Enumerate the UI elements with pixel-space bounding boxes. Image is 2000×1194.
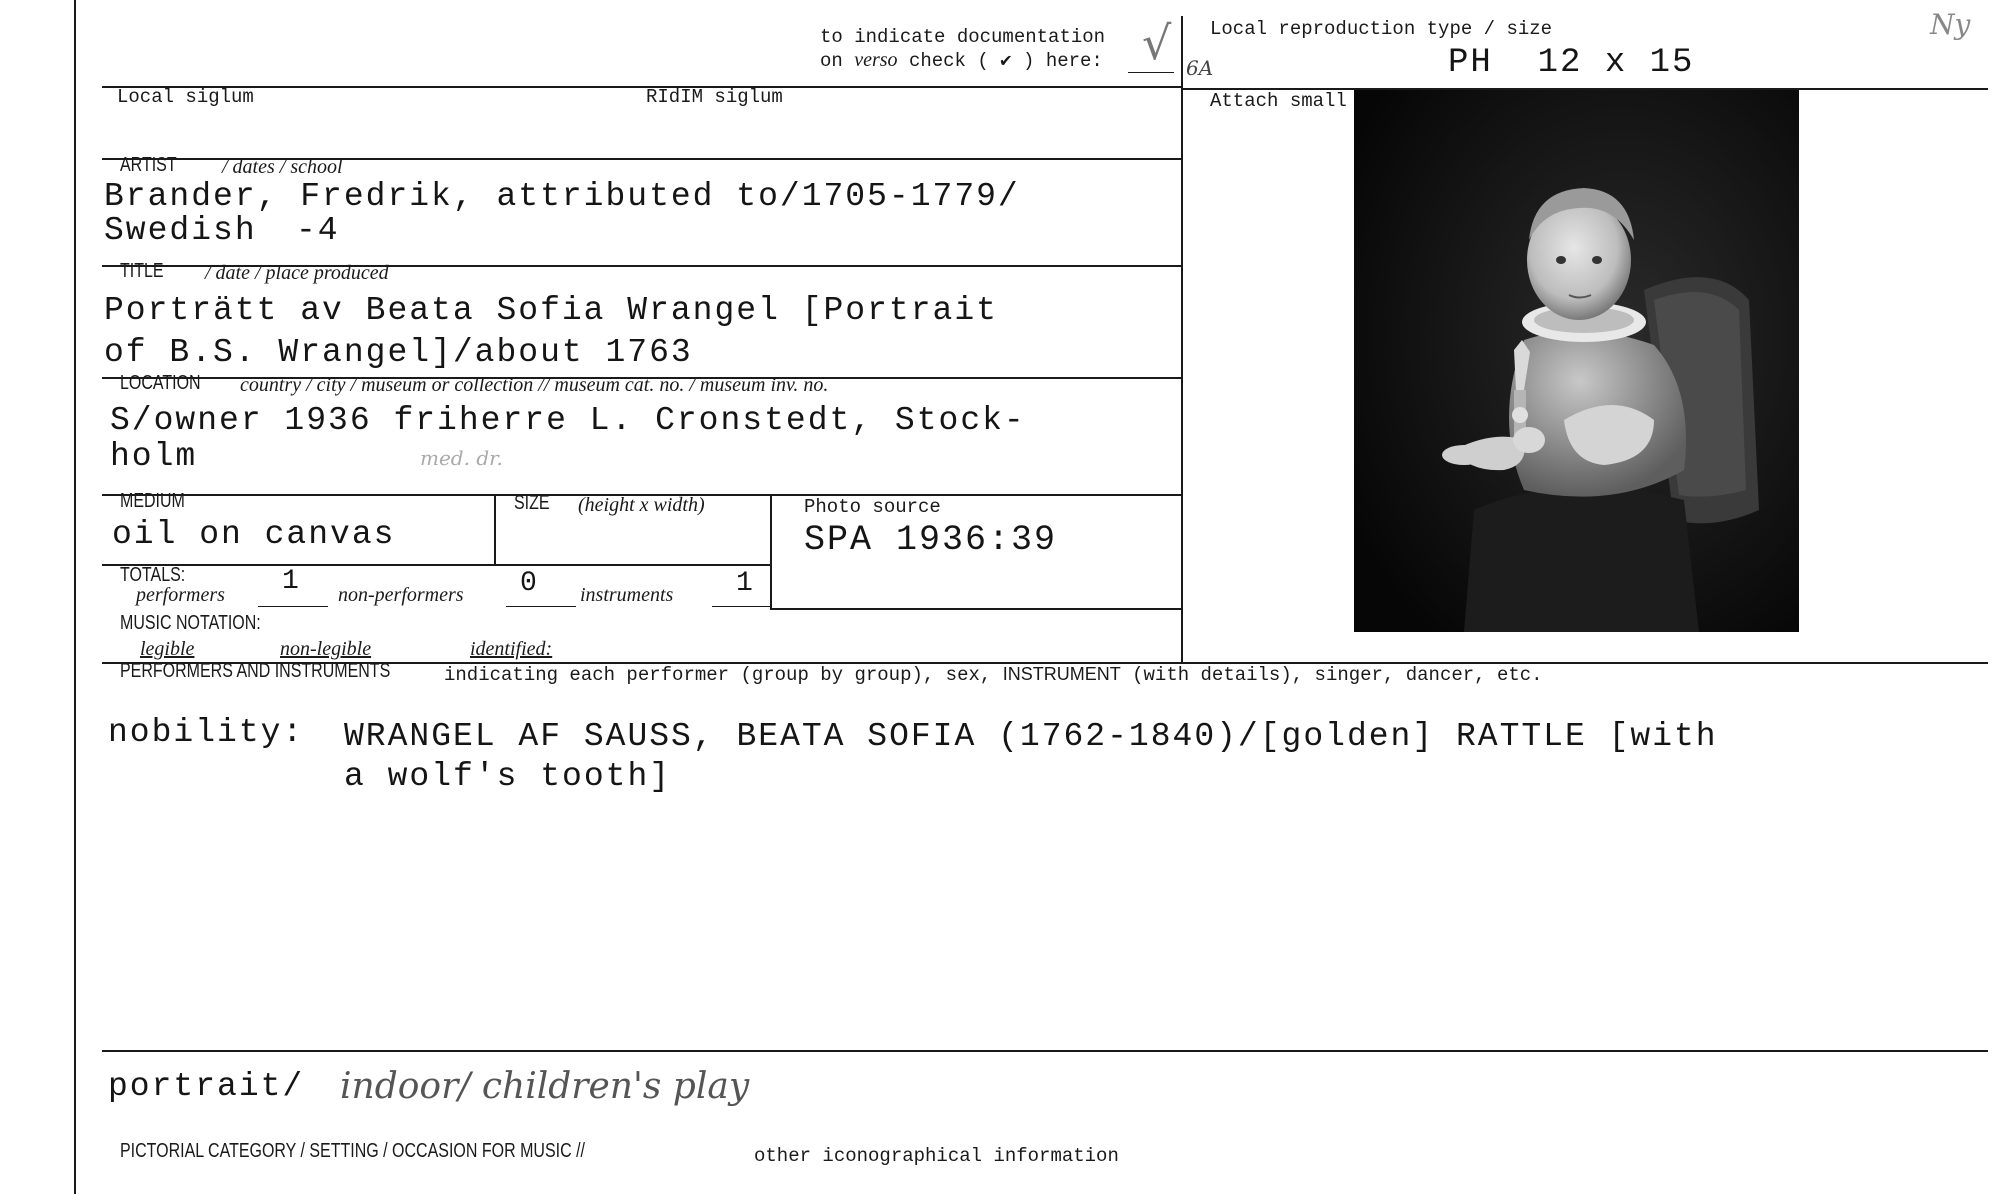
artist-label — [120, 154, 177, 177]
performers-label-main: PERFORMERS AND INSTRUMENTS — [120, 660, 391, 682]
performers-desc-post: (with details), singer, dancer, etc. — [1132, 664, 1543, 686]
portrait-photo — [1354, 90, 1799, 632]
photo-source-label: Photo source — [804, 496, 941, 518]
repro-value: PH 12 x 15 — [1448, 44, 1695, 82]
title-label: TITLE — [120, 260, 164, 282]
verso-post: check ( ✔ ) here: — [908, 50, 1103, 72]
photo-source-bottom-rule — [770, 608, 1181, 610]
size-label — [514, 492, 550, 515]
category-label: PICTORIAL CATEGORY / SETTING / OCCASION FOR MUSIC // — [120, 1140, 585, 1162]
verso-line-1: to indicate documentation — [820, 26, 1106, 48]
instruments-line — [712, 606, 770, 607]
location-line-2: holm — [110, 438, 198, 475]
location-hand-note: med. dr. — [420, 446, 503, 470]
category-label-other: other iconographical information — [754, 1145, 1119, 1167]
size-sublabel: (height x width) — [578, 494, 705, 516]
artist-label-main: ARTIST — [120, 154, 177, 176]
category-handwritten: indoor/ children's play — [340, 1066, 750, 1107]
title-line-2: of B.S. Wrangel]/about 1763 — [104, 334, 693, 371]
nonperformers-label: non-performers — [338, 584, 464, 606]
performers-line-2: a wolf's tooth] — [344, 758, 672, 795]
photo-source-value: SPA 1936:39 — [804, 520, 1058, 560]
music-notation-label: MUSIC NOTATION: — [120, 612, 261, 634]
location-label: LOCATION — [120, 372, 201, 394]
nonperformers-line — [506, 606, 576, 607]
portrait-photo-image — [1354, 90, 1799, 632]
repro-label: Local reproduction type / size — [1210, 18, 1553, 40]
totals-label: TOTALS: — [120, 564, 186, 586]
sigla-top-rule — [102, 86, 1181, 88]
attach-small-label: Attach small — [1210, 90, 1347, 112]
identified-label: identified: — [470, 638, 553, 660]
location-sublabel: country / city / museum or collection // museum cat. no. / museum inv. no. — [240, 374, 829, 396]
medium-size-divider — [494, 494, 496, 565]
verso-check-line — [1128, 72, 1174, 73]
corner-mark: Ny — [1930, 8, 1971, 41]
instruments-value: 1 — [736, 568, 755, 599]
artist-line-2: Swedish — [104, 212, 257, 249]
performers-line — [258, 606, 328, 607]
performers-description — [444, 664, 1543, 686]
instruments-label: instruments — [580, 584, 674, 606]
title-sublabel: / date / place produced — [205, 262, 389, 284]
size-photo-divider — [770, 494, 772, 609]
local-siglum-label: Local siglum — [117, 86, 254, 108]
category-typed: portrait/ — [108, 1068, 305, 1105]
artist-line-1: Brander, Fredrik, attributed to/1705-1779/ — [104, 178, 1020, 215]
artist-line-2-mark: -4 — [296, 212, 340, 249]
verso-italic: verso — [854, 49, 898, 71]
nonlegible-label: non-legible — [280, 638, 372, 660]
performers-line-1: WRANGEL AF SAUSS, BEATA SOFIA (1762-1840)/[golden] RATTLE [with — [344, 718, 1718, 755]
legible-label: legible — [140, 638, 195, 660]
medium-value: oil on canvas — [112, 516, 396, 553]
card-left-edge — [74, 0, 76, 1194]
main-column-divider — [1181, 16, 1183, 664]
nonperformers-value: 0 — [520, 568, 539, 599]
size-label-main: SIZE — [514, 492, 550, 514]
title-line-1: Porträtt av Beata Sofia Wrangel [Portrait — [104, 292, 998, 329]
verso-pre: on — [820, 50, 843, 72]
artist-sublabel: / dates / school — [222, 156, 343, 178]
performers-value: 1 — [282, 566, 301, 597]
performers-line-1-prefix: nobility: — [108, 714, 305, 751]
verso-checkmark: √ — [1142, 16, 1172, 70]
verso-line-2 — [820, 49, 1103, 72]
code-mark: 6A — [1186, 56, 1214, 80]
ridim-siglum-label: RIdIM siglum — [646, 86, 783, 108]
performers-desc-pre: indicating each performer (group by group), sex, — [444, 664, 992, 686]
location-line-1: S/owner 1936 friherre L. Cronstedt, Stock- — [110, 402, 1026, 439]
totals-top-rule — [102, 564, 770, 566]
performers-label: performers — [136, 584, 225, 606]
category-top-rule — [102, 1050, 1988, 1052]
performers-desc-instrument: INSTRUMENT — [1002, 664, 1121, 684]
medium-label: MEDIUM — [120, 490, 185, 512]
